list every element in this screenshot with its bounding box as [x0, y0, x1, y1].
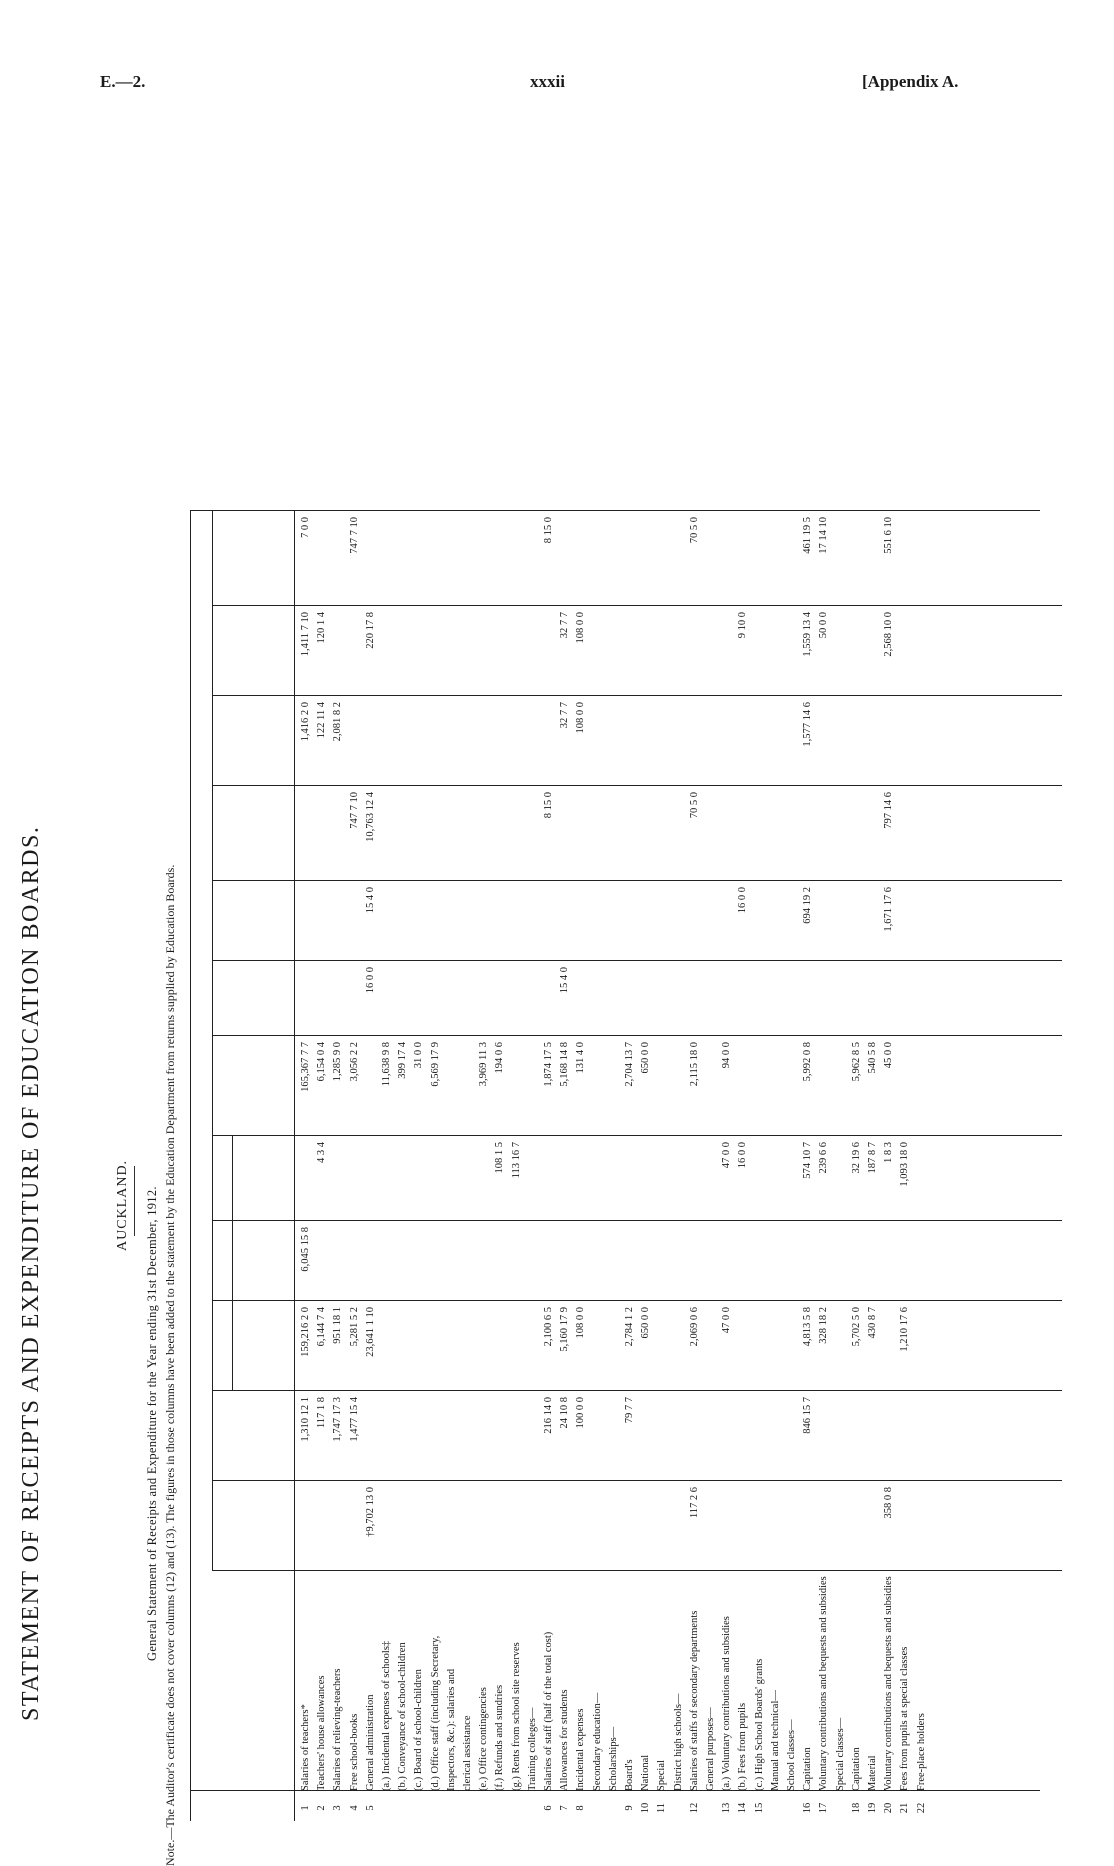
amount-cell: 8 15 0	[543, 792, 554, 819]
account-name: School classes—	[786, 1719, 797, 1791]
table-row	[511, 511, 527, 1821]
account-name: Salaries of staff (half of the total cost)	[543, 1631, 554, 1791]
rotated-page-content	[0, 271, 1114, 1866]
page-code: E.—2.	[100, 72, 146, 91]
amount-cell: 94 0 0	[721, 1042, 733, 1069]
amount-cell: 1,559 13 4	[802, 612, 814, 657]
amount-cell: 4,813 5 8	[802, 1307, 814, 1347]
account-name: Incidental expenses	[575, 1708, 587, 1791]
account-name: Voluntary contributions and bequests and subsidies	[818, 1576, 830, 1791]
amount-cell: 79 7 7	[624, 1397, 635, 1424]
table-row	[802, 511, 818, 1821]
table-row	[300, 511, 316, 1821]
account-name: Inspectors, &c.): salaries and	[445, 1668, 457, 1791]
amount-cell: 16 0 0	[737, 1142, 749, 1169]
title-rule	[134, 1166, 135, 1236]
amount-cell: 194 0 6	[494, 1042, 506, 1074]
table-row	[786, 511, 802, 1821]
jan-group-rule	[212, 1391, 213, 1571]
amount-cell: 1 8 3	[883, 1142, 895, 1163]
account-name: Capitation	[802, 1747, 814, 1791]
account-name: (g.) Rents from school site reserves	[510, 1642, 522, 1791]
amount-cell: 846 15 7	[802, 1397, 814, 1434]
account-name: Scholarships—	[607, 1726, 619, 1791]
table-row	[592, 511, 608, 1821]
account-name: General purposes—	[705, 1707, 716, 1791]
board-name: AUCKLAND.	[115, 1159, 130, 1251]
account-name: Fees from pupils at special classes	[899, 1646, 911, 1791]
account-name: Salaries of relieving-teachers	[332, 1668, 344, 1791]
amount-cell: 108 0 0	[575, 612, 587, 644]
table-row	[365, 511, 381, 1821]
row-number: 19	[867, 1802, 878, 1814]
amount-cell: 15 4 0	[364, 887, 376, 914]
account-name: Capitation	[850, 1747, 862, 1791]
amount-cell: 8 15 0	[543, 517, 554, 544]
account-name: Special	[656, 1760, 668, 1791]
amount-cell: 113 16 7	[510, 1142, 522, 1179]
amount-cell: 2,568 10 0	[883, 612, 895, 657]
amount-cell: 358 0 8	[883, 1487, 895, 1519]
table-row	[899, 511, 915, 1821]
account-name: Salaries of staffs of secondary departments	[688, 1610, 700, 1791]
table-row	[527, 511, 543, 1821]
amount-cell: 2,704 13 7	[624, 1042, 635, 1087]
amount-cell: 6,154 0 4	[316, 1042, 328, 1082]
account-name: Voluntary contributions and bequests and subsidies	[883, 1576, 895, 1791]
row-number: 4	[348, 1805, 360, 1811]
account-name: Special classes—	[834, 1717, 846, 1791]
amount-cell: 574 10 7	[802, 1142, 814, 1179]
row-number: 12	[688, 1802, 700, 1814]
row-number: 20	[883, 1802, 895, 1814]
amount-cell: 9 10 0	[737, 612, 749, 639]
amount-cell: 328 18 2	[818, 1307, 830, 1344]
table-row	[770, 511, 786, 1821]
amount-cell: 1,747 17 3	[332, 1397, 344, 1442]
table-row	[430, 511, 446, 1821]
table-row	[332, 511, 348, 1821]
account-name: (d.) Office staff (including Secretary,	[429, 1635, 441, 1791]
statement-subtitle: General Statement of Receipts and Expenditure for the Year ending 31st December, 1912.	[145, 1186, 159, 1661]
row-number: 2	[316, 1805, 328, 1811]
amount-cell: 11,638 9 8	[381, 1042, 392, 1087]
amount-cell: 1,477 15 4	[348, 1397, 360, 1442]
table-row	[851, 511, 867, 1821]
amount-cell: 16 0 0	[737, 887, 749, 914]
auditor-note: Note.—The Auditor's certificate does not cover columns (12) and (13). The figures in those columns have been added to the statement by the Education Department from returns supplied by Education Boards.	[163, 864, 177, 1866]
table-row	[721, 511, 737, 1821]
account-name: (b.) Fees from pupils	[737, 1702, 749, 1791]
account-name: (c.) High School Boards' grants	[753, 1658, 765, 1791]
table-row	[656, 511, 672, 1821]
amount-cell: 694 19 2	[802, 887, 814, 924]
account-name: (e.) Office contingencies	[478, 1687, 490, 1791]
row-number: 13	[721, 1802, 733, 1814]
amount-cell: 45 0 0	[883, 1042, 895, 1069]
table-row	[754, 511, 770, 1821]
amount-cell: 5,168 14 8	[559, 1042, 571, 1087]
amount-cell: 216 14 0	[543, 1397, 554, 1434]
row-number: 17	[818, 1802, 830, 1814]
amount-cell: 159,216 2 0	[300, 1307, 311, 1357]
table-row	[818, 511, 834, 1821]
amount-cell: 1,874 17 5	[543, 1042, 554, 1087]
amount-cell: 122 11 4	[316, 702, 328, 739]
table-row	[381, 511, 397, 1821]
amount-cell: 239 6 6	[818, 1142, 830, 1174]
amount-cell: 951 18 1	[332, 1307, 344, 1344]
amount-cell: 1,310 12 1	[300, 1397, 311, 1442]
account-name: General administration	[364, 1694, 376, 1791]
amount-cell: 540 5 8	[867, 1042, 878, 1074]
table-row	[916, 511, 932, 1821]
amount-cell: 32 7 7	[559, 612, 571, 639]
amount-cell: 1,416 2 0	[300, 702, 311, 742]
table-row	[559, 511, 575, 1821]
appendix-label: [Appendix A.	[862, 72, 959, 91]
account-name: Secondary education—	[591, 1692, 603, 1791]
amount-cell: 797 14 6	[883, 792, 895, 829]
table-row	[835, 511, 851, 1821]
account-name: Teachers' house allowances	[316, 1675, 328, 1791]
amount-cell: 747 7 10	[348, 792, 360, 829]
amount-cell: 650 0 0	[640, 1042, 652, 1074]
amount-cell: 108 1 5	[494, 1142, 506, 1174]
table-row	[673, 511, 689, 1821]
account-name: (b.) Conveyance of school-children	[397, 1642, 409, 1791]
table-top-rule	[190, 511, 191, 1821]
row-number: 9	[624, 1805, 635, 1811]
table-row	[478, 511, 494, 1821]
amount-cell: 4 3 4	[316, 1142, 328, 1163]
amount-cell: 399 17 4	[397, 1042, 409, 1079]
amount-cell: 3,969 11 3	[478, 1042, 490, 1087]
dec-group-rule	[212, 511, 213, 881]
account-name: (c.) Board of school-children	[413, 1669, 425, 1791]
accounts-table	[190, 321, 1090, 1821]
row-number: 21	[899, 1802, 911, 1814]
amount-cell: 108 0 0	[575, 702, 587, 734]
amount-cell: 32 7 7	[559, 702, 571, 729]
account-name: (a.) Voluntary contributions and subsidies	[721, 1616, 733, 1791]
amount-cell: 15 4 0	[559, 967, 571, 994]
account-name: National	[640, 1754, 652, 1791]
row-number: 16	[802, 1802, 814, 1814]
receipts-group-rule	[212, 881, 213, 1391]
table-row	[462, 511, 478, 1821]
table-row	[867, 511, 883, 1821]
amount-cell: 1,093 18 0	[899, 1142, 911, 1187]
amount-cell: 70 5 0	[688, 517, 700, 544]
row-number: 11	[656, 1802, 668, 1814]
amount-cell: 5,702 5 0	[850, 1307, 862, 1347]
amount-cell: 47 0 0	[721, 1307, 733, 1334]
amount-cell: 6,045 15 8	[300, 1227, 311, 1272]
amount-cell: 6,569 17 9	[429, 1042, 441, 1087]
amount-cell: 2,081 8 2	[332, 702, 344, 742]
amount-cell: 23,641 1 10	[364, 1307, 376, 1357]
amount-cell: 650 0 0	[640, 1307, 652, 1339]
amount-cell: 5,160 17 9	[559, 1307, 571, 1352]
amount-cell: 16 0 0	[364, 967, 376, 994]
amount-cell: 2,784 1 2	[624, 1307, 635, 1347]
row-number: 1	[300, 1805, 311, 1811]
row-number: 18	[850, 1802, 862, 1814]
amount-cell: 1,671 17 6	[883, 887, 895, 932]
amount-cell: 2,100 6 5	[543, 1307, 554, 1347]
row-number: 6	[543, 1805, 554, 1811]
page-title: STATEMENT OF RECEIPTS AND EXPENDITURE OF EDUCATION BOARDS.	[18, 825, 44, 1721]
amount-cell: 1,411 7 10	[300, 612, 311, 657]
table-row	[397, 511, 413, 1821]
account-name: Free school-books	[348, 1713, 360, 1791]
table-row	[349, 511, 365, 1821]
amount-cell: 5,281 5 2	[348, 1307, 360, 1347]
table-row	[689, 511, 705, 1821]
amount-cell: 1,210 17 6	[899, 1307, 911, 1352]
amount-cell: 7 0 0	[300, 517, 311, 538]
amount-cell: 2,069 0 6	[688, 1307, 700, 1347]
amount-cell: 108 0 0	[575, 1307, 587, 1339]
table-row	[316, 511, 332, 1821]
table-row	[413, 511, 429, 1821]
account-name: District high schools—	[672, 1693, 684, 1791]
account-name: Manual and technical—	[769, 1690, 781, 1791]
amount-cell: 1,577 14 6	[802, 702, 814, 747]
account-name: (a.) Incidental expenses of schools‡	[381, 1640, 392, 1791]
amount-cell: 3,056 2 2	[348, 1042, 360, 1082]
account-name: Free-place holders	[915, 1713, 927, 1791]
amount-cell: 165,367 7 7	[300, 1042, 311, 1092]
row-number: 22	[915, 1802, 927, 1814]
table-row	[705, 511, 721, 1821]
table-row	[575, 511, 591, 1821]
amount-cell: 17 14 10	[818, 517, 830, 554]
account-name: Salaries of teachers*	[300, 1704, 311, 1791]
amount-cell: 10,763 12 4	[364, 792, 376, 842]
row-number: 8	[575, 1805, 587, 1811]
amount-cell: 187 8 7	[867, 1142, 878, 1174]
table-row	[624, 511, 640, 1821]
account-name: Board's	[624, 1759, 635, 1791]
account-name: Material	[867, 1755, 878, 1791]
amount-cell: 24 10 8	[559, 1397, 571, 1429]
amount-cell: 5,962 8 5	[850, 1042, 862, 1082]
row-number: 15	[753, 1802, 765, 1814]
row-number: 5	[364, 1805, 376, 1811]
table-row	[446, 511, 462, 1821]
amount-cell: 551 6 10	[883, 517, 895, 554]
account-name: Allowances for students	[559, 1689, 571, 1791]
amount-cell: 117 2 6	[688, 1487, 700, 1519]
amount-cell: 117 1 8	[316, 1397, 328, 1429]
table-header-rule	[294, 511, 295, 1821]
amount-cell: 32 19 6	[850, 1142, 862, 1174]
amount-cell: 220 17 8	[364, 612, 376, 649]
amount-cell: 47 0 0	[721, 1142, 733, 1169]
amount-cell: 747 7 10	[348, 517, 360, 554]
amount-cell: †9,702 13 0	[364, 1487, 376, 1537]
account-name: clerical assistance	[462, 1715, 473, 1791]
row-number: 7	[559, 1805, 571, 1811]
row-number: 10	[640, 1802, 652, 1814]
amount-cell: 2,115 18 0	[688, 1042, 700, 1087]
amount-cell: 131 4 0	[575, 1042, 587, 1074]
receipts-sub-rule	[232, 1136, 233, 1391]
page-number: xxxii	[530, 72, 565, 91]
amount-cell: 100 0 0	[575, 1397, 587, 1429]
table-row	[494, 511, 510, 1821]
amount-cell: 50 0 0	[818, 612, 830, 639]
amount-cell: 70 5 0	[688, 792, 700, 819]
row-number: 3	[332, 1805, 344, 1811]
amount-cell: 120 1 4	[316, 612, 328, 644]
table-row	[737, 511, 753, 1821]
table-row	[543, 511, 559, 1821]
table-row	[608, 511, 624, 1821]
amount-cell: 6,144 7 4	[316, 1307, 328, 1347]
amount-cell: 1,285 9 0	[332, 1042, 344, 1082]
account-name: Training colleges—	[526, 1707, 538, 1791]
account-name: (f.) Refunds and sundries	[494, 1684, 506, 1791]
amount-cell: 461 19 5	[802, 517, 814, 554]
amount-cell: 430 8 7	[867, 1307, 878, 1339]
amount-cell: 31 0 0	[413, 1042, 425, 1069]
table-row	[640, 511, 656, 1821]
row-number: 14	[737, 1802, 749, 1814]
table-row	[883, 511, 899, 1821]
amount-cell: 5,992 0 8	[802, 1042, 814, 1082]
